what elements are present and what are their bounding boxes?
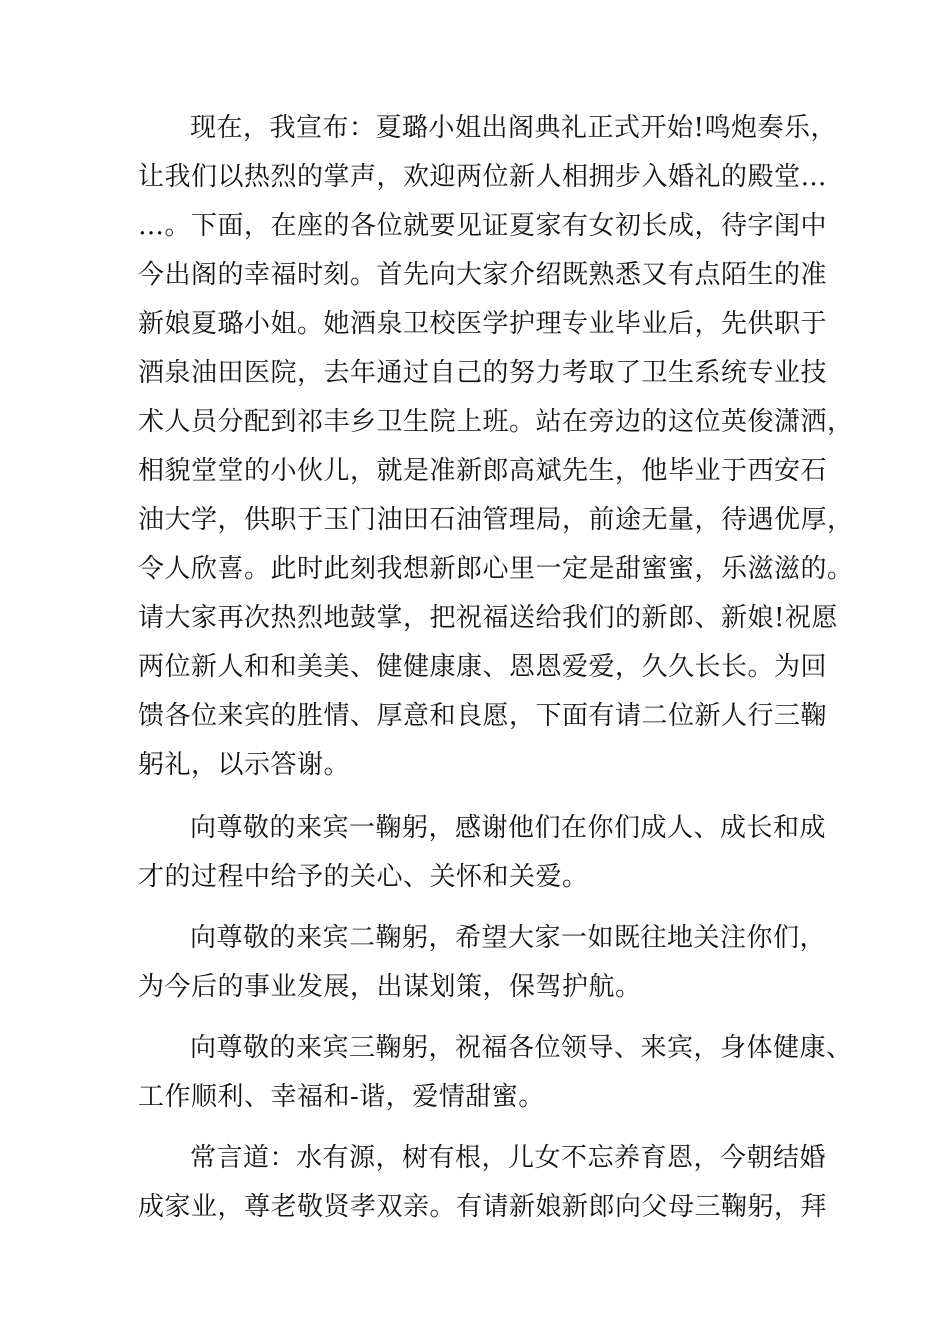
text-line: 才的过程中给予的关心、关怀和关爱。 bbox=[138, 862, 589, 892]
text-line: 常言道：水有源，树有根，儿女不忘养育恩，今朝结婚 bbox=[190, 1143, 827, 1173]
text-line: 令人欣喜。此时此刻我想新郎心里一定是甜蜜蜜，乐滋滋的。 bbox=[138, 554, 854, 584]
text-line: 两位新人和和美美、健健康康、恩恩爱爱，久久长长。为回 bbox=[138, 652, 828, 682]
text-line: 今出阁的幸福时刻。首先向大家介绍既熟悉又有点陌生的准 bbox=[138, 260, 828, 290]
text-line: 术人员分配到祁丰乡卫生院上班。站在旁边的这位英俊潇洒， bbox=[138, 407, 854, 437]
text-line: 向尊敬的来宾一鞠躬，感谢他们在你们成人、成长和成 bbox=[190, 813, 827, 843]
text-line: 馈各位来宾的胜情、厚意和良愿，下面有请二位新人行三鞠 bbox=[138, 701, 828, 731]
text-line: 现在，我宣布：夏璐小姐出阁典礼正式开始!鸣炮奏乐， bbox=[190, 113, 837, 143]
text-line: 油大学，供职于玉门油田石油管理局，前途无量，待遇优厚， bbox=[138, 505, 854, 535]
text-line: 酒泉油田医院，去年通过自己的努力考取了卫生系统专业技 bbox=[138, 358, 828, 388]
text-line: 工作顺利、幸福和-谐，爱情甜蜜。 bbox=[138, 1082, 545, 1112]
text-line: 躬礼，以示答谢。 bbox=[138, 750, 351, 780]
text-line: 向尊敬的来宾三鞠躬，祝福各位领导、来宾，身体健康、 bbox=[190, 1033, 853, 1063]
text-line: 为今后的事业发展，出谋划策，保驾护航。 bbox=[138, 972, 642, 1002]
text-line: 让我们以热烈的掌声，欢迎两位新人相拥步入婚礼的殿堂… bbox=[138, 162, 828, 192]
text-line: 成家业，尊老敬贤孝双亲。有请新娘新郎向父母三鞠躬，拜 bbox=[138, 1192, 828, 1222]
text-line: …。下面，在座的各位就要见证夏家有女初长成，待字闺中 bbox=[138, 211, 828, 241]
text-line: 新娘夏璐小姐。她酒泉卫校医学护理专业毕业后，先供职于 bbox=[138, 309, 828, 339]
text-line: 请大家再次热烈地鼓掌，把祝福送给我们的新郎、新娘!祝愿 bbox=[138, 603, 838, 633]
text-line: 向尊敬的来宾二鞠躬，希望大家一如既往地关注你们， bbox=[190, 923, 827, 953]
text-line: 相貌堂堂的小伙儿，就是准新郎高斌先生，他毕业于西安石 bbox=[138, 456, 828, 486]
